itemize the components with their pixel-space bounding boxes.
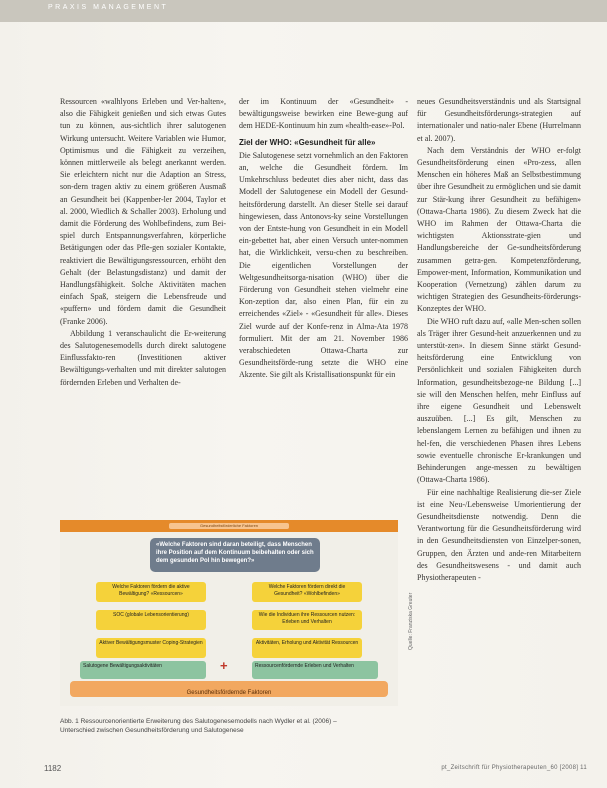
paragraph: Abbildung 1 veranschaulicht die Er-weiterung des Salutogenesemodells durch direkt salutogene Einflussfakto-ren (Investitionen aktiver Bewältigungs-verhalten und mit direkter salutogen fördernden Erleben und Verhalten de- [60,328,226,387]
paragraph: Nach dem Verständnis der WHO er-folgt Gesundheitsförderung einen «Pro-zess, allen Menschen ein höheres Maß an Selbstbestimmung über ihre Gesundheit zu ermöglichen und sie damit zur Stär-kung ihrer Gesundheit zu befähigen» (Ottawa-Charta 1986). Zu diesem Zweck hat die WHO im Rahmen der Ottawa-Charta die wichtigsten Aktionsstrate-gien und Handlungsbereiche der Ge-sundheitsförderung zusammen getra-gen. Kompetenzförderung, Empower-ment, Information, Kommunikation und Kooperation (Vernetzung) zählen darum zu wichtigen Strategien des Gesundheits-förderungs-Konzeptes der WHO. [417,145,581,314]
text-column-3 [417,96,581,584]
paragraph: neues Gesundheitsverständnis und als Startsignal für Gesundheitsförderungs-strategien auf internationaler und natio-naler Ebene (Hurrelmann et al. 2007). [417,97,581,143]
figure-bottom-bar [70,681,388,697]
figure-header-label: Gesundheitsförderliche Faktoren [169,523,289,529]
paragraph: Die WHO ruft dazu auf, «alle Men-schen sollen als Träger ihrer Gesund-heit anzuerkennen und zu unterstüt-zen». In diesem Sinne stärkt Gesund-heitsförderung eine Entwicklung von Persönlichkeit und sozialen Fähigkeiten durch Information, gesundheitsbezoge-ne Bildung [...] sie will den Menschen helfen, mehr Einfluss auf ihre eigene Gesundheit und Lebenswelt auszuüben. [...] Es gilt, Menschen zu lebenslangem Lernen zu befähigen und ihnen zu hel-fen, die verschiedenen Phasen ihres Lebens sowie eventuelle chronische Er-krankungen und Behinderungen ange-messen zu bewältigen (Ottawa-Charta 1986). [417,316,581,485]
text-column-2 [239,96,408,382]
paragraph: Die Salutogenese setzt vornehmlich an den Faktoren an, welche die Gesundheit fördern. Im Umkehrschluss bedeutet dies aber nicht, dass das Modell der Salutogenese ein Modell der Gesund-heitsförderung darstellt. An dieser Stelle sei darauf hingewiesen, dass Antonovs-ky seine Vorstellungen von der Entste-hung von Gesundheit in ein Modell ein-gebettet hat, aber einen Versuch unter-nommen hat, die Wirklichkeit, versu-chen zu beschreiben. Die eigentlichen Vorstellungen der Weltgesundheitsorga-nisation (WHO) über die Förderung von Gesundheit stehen vielmehr eine Kon-zeption dar, also einen Plan, für ein zu erreichendes «Ziel» - «Gesundheit für alle». Dieses Ziel wurde auf der Konfe-renz in Alma-Ata 1978 formuliert. Mit der am 21. November 1986 verabschiedeten Ottawa-Charta zur Gesundheitsförde-rung setzte die WHO eine Akzente. Sie gilt als Kristallisationspunkt für ein [239,150,408,380]
figure-header-bar [60,520,398,532]
figure-box-right-3: Aktivitäten, Erholung und Aktivität Ressourcen [252,638,362,658]
figure-plus-sign: + [220,658,228,673]
figure-box-right-2: Wie die Individuen ihre Ressourcen nutzen: Erleben und Verhalten [252,610,362,630]
section-label: PRAXIS MANAGEMENT [48,4,169,11]
figure-box-bottom-right: Ressourcenfördernde Erleben und Verhalten [252,661,378,679]
figure-box-left-2: SOC (globale Lebensorientierung) [96,610,206,630]
figure-box-bottom-left: Salutogene Bewältigungsaktivitäten [80,661,206,679]
text-column-1 [60,96,226,389]
paragraph: Für eine nachhaltige Realisierung die-ser Ziele ist eine Neu-/Lebensweise Umorientierung der Gesundheitsdienste notwendig. Denn die Verantwortung für die Gesundheitsförderung wird in den Gesundheitsdiensten von Einzelper-sonen, Gruppen, den Ärzten und ande-ren Mitarbeitern des Gesundheitswesens - und damit auch Physiotherapeuten - [417,487,581,582]
image-credit: Quelle: Franziska Greuter [408,592,414,650]
figure-box-left-1: Welche Faktoren fördern die aktive Bewältigung? «Ressourcen» [96,582,206,602]
paragraph: der im Kontinuum der «Gesundheit» -bewältigungsweise bewirken eine Bewe-gung auf dem HEDE-Kontinuum hin zum «health-ease»-Pol. [239,97,408,131]
section-header-bar [0,0,607,22]
figure-box-left-3: Aktiver Bewältigungsmuster Coping-Strategien [96,638,206,658]
figure-caption: Abb. 1 Ressourcenorientierte Erweiterung des Salutogenesemodells nach Wydler et al. (2006) – Unterschied zwischen Gesundheitsförderung und Salutogenese [60,718,337,734]
figure-box-right-1: Welche Faktoren fördern direkt die Gesundheit? «Wohlbefinden» [252,582,362,602]
section-heading: Ziel der WHO: «Gesundheit für alle» [239,137,376,147]
paragraph: Ressourcen «walhlyons Erleben und Ver-halten», also die Fähigkeit genießen und sich etwas Gutes tun zu können, aus-sichtlich ihrer salutogenen Wirkung untersucht. Weitere Variablen wie Humor, Optimismus und die Fähigkeit zu verzeihen, können mittlerweile als belegt anerkannt werden. Sie erleichtern nicht nur die Adaption an Stress, son-dern tragen aktiv zu einem größeren Ausmaß an Gesundheit bei (Kappenber-ler 2004, Taylor et al. 2000, Wiedlich & Schaller 2003). Erholung und damit die Förderung des Wohlbefindens, zum Bei-spiel durch Entspannungsverfahren, körperliche Betätigungen oder das Pfle-gen sozialer Kontakte, reaktiviert die Bewältigungsressourcen, erhöht den Gehalt (der Belastungsdistanz) und damit der Handlungsfähigkeit. Solche Aktivitäten machen einfach Spaß, steigern die Lebensfreude und «puffern» und fördern damit die Gesundheit (Franke 2006). [60,97,226,326]
figure-bottom-label: Gesundheitsfördernde Faktoren [186,690,272,696]
page-number: 1182 [44,764,62,773]
figure-question-box: «Welche Faktoren sind daran beteiligt, dass Menschen ihre Position auf dem Kontinuum beibehalten oder sich dem gesunden Pol hin bewegen?» [150,538,320,572]
journal-footer: pt_Zeitschrift für Physiotherapeuten_60 [2008] 11 [441,765,587,771]
salutogenesis-figure [60,520,398,706]
